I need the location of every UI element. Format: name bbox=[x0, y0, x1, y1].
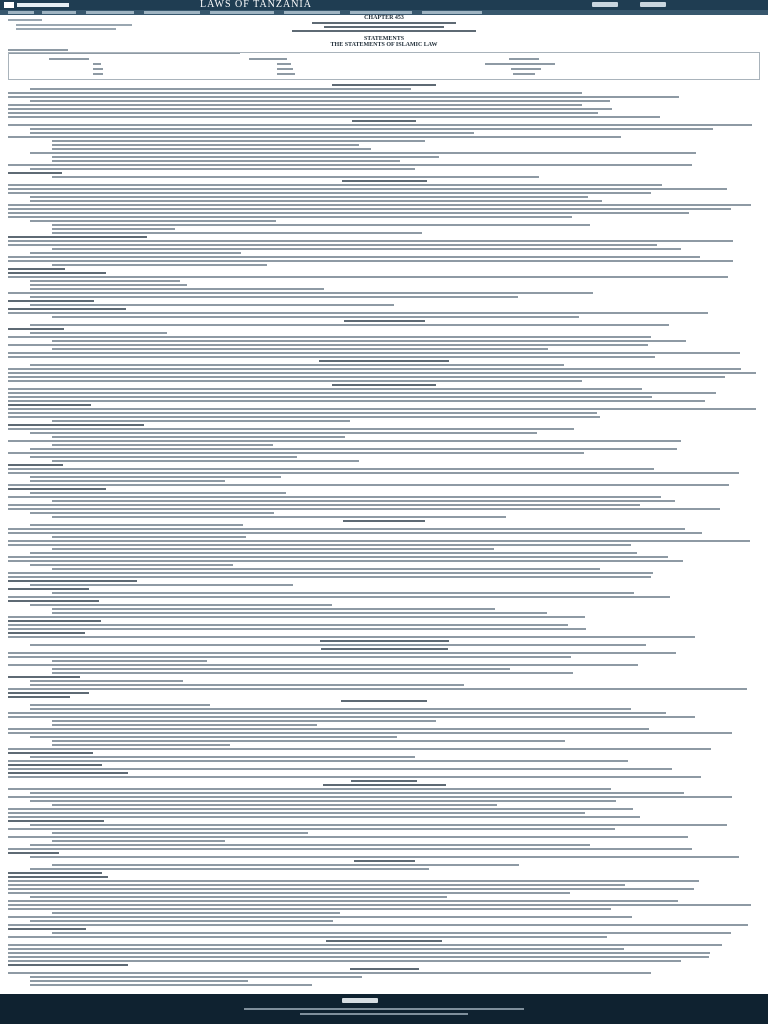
text-line bbox=[8, 124, 752, 126]
text-line bbox=[30, 252, 241, 254]
text-line bbox=[8, 408, 756, 410]
text-line bbox=[8, 404, 91, 406]
text-line bbox=[52, 740, 565, 742]
text-line bbox=[8, 652, 676, 654]
text-line bbox=[8, 904, 751, 906]
text-line bbox=[8, 884, 625, 886]
text-line bbox=[8, 656, 571, 658]
text-line bbox=[30, 680, 183, 682]
text-line bbox=[8, 816, 640, 818]
text-line bbox=[8, 748, 711, 750]
text-line bbox=[30, 100, 610, 102]
text-line bbox=[8, 908, 611, 910]
text-line bbox=[8, 496, 661, 498]
nav-item[interactable] bbox=[144, 11, 200, 14]
text-line bbox=[8, 624, 568, 626]
text-line bbox=[8, 472, 739, 474]
text-line bbox=[8, 300, 94, 302]
text-line bbox=[8, 712, 666, 714]
text-line bbox=[8, 208, 731, 210]
text-line bbox=[52, 500, 675, 502]
site-title: LAWS OF TANZANIA bbox=[200, 0, 312, 10]
text-line bbox=[30, 448, 677, 450]
text-line bbox=[30, 984, 312, 986]
text-line bbox=[8, 764, 102, 766]
text-line bbox=[8, 336, 651, 338]
site-logo[interactable] bbox=[4, 1, 74, 9]
text-line bbox=[8, 572, 653, 574]
text-line bbox=[30, 304, 394, 306]
text-line bbox=[52, 232, 422, 234]
text-line bbox=[8, 312, 708, 314]
text-line bbox=[8, 508, 720, 510]
site-footer bbox=[0, 994, 768, 1024]
text-line bbox=[326, 940, 442, 942]
text-line bbox=[8, 776, 701, 778]
text-line bbox=[8, 588, 89, 590]
text-line bbox=[30, 168, 415, 170]
text-line bbox=[30, 844, 590, 846]
text-line bbox=[52, 140, 425, 142]
text-line bbox=[323, 784, 446, 786]
text-line bbox=[8, 796, 732, 798]
text-line bbox=[8, 468, 654, 470]
text-line bbox=[8, 676, 80, 678]
text-line bbox=[8, 49, 68, 51]
text-line bbox=[8, 368, 741, 370]
text-line bbox=[30, 152, 696, 154]
text-line bbox=[8, 916, 632, 918]
text-line bbox=[8, 416, 600, 418]
text-line bbox=[8, 752, 93, 754]
text-line bbox=[52, 444, 273, 446]
text-line bbox=[343, 520, 425, 522]
text-line bbox=[8, 892, 570, 894]
text-line bbox=[30, 456, 297, 458]
text-line bbox=[52, 612, 547, 614]
text-line bbox=[52, 536, 246, 538]
text-line bbox=[8, 392, 716, 394]
text-line bbox=[8, 928, 86, 930]
text-line bbox=[8, 528, 685, 530]
text-line bbox=[30, 756, 415, 758]
text-line bbox=[8, 836, 688, 838]
text-line bbox=[8, 960, 681, 962]
text-line bbox=[52, 316, 579, 318]
footer-text bbox=[244, 1008, 524, 1010]
text-line bbox=[30, 868, 429, 870]
text-line bbox=[8, 172, 62, 174]
text-line bbox=[8, 760, 628, 762]
text-line bbox=[8, 848, 692, 850]
text-line bbox=[30, 644, 646, 646]
text-line bbox=[332, 384, 436, 386]
text-line bbox=[30, 704, 210, 706]
text-line bbox=[52, 724, 317, 726]
text-line bbox=[8, 576, 651, 578]
text-line bbox=[8, 880, 699, 882]
text-line bbox=[8, 620, 101, 622]
text-line bbox=[8, 184, 662, 186]
text-line bbox=[8, 616, 585, 618]
text-line bbox=[8, 112, 598, 114]
text-line bbox=[8, 240, 733, 242]
text-line bbox=[52, 672, 573, 674]
text-line bbox=[8, 540, 750, 542]
text-line bbox=[8, 772, 128, 774]
text-line bbox=[8, 696, 70, 698]
text-line bbox=[8, 692, 89, 694]
text-line bbox=[8, 956, 709, 958]
text-line bbox=[52, 548, 494, 550]
text-line bbox=[52, 592, 634, 594]
nav-item[interactable] bbox=[8, 11, 34, 14]
text-line bbox=[52, 864, 519, 866]
text-line bbox=[30, 896, 447, 898]
text-line bbox=[52, 608, 495, 610]
text-line bbox=[8, 600, 99, 602]
text-line bbox=[30, 708, 631, 710]
text-line bbox=[52, 840, 225, 842]
text-line bbox=[350, 968, 419, 970]
footer-text bbox=[300, 1013, 468, 1015]
arrangement-table bbox=[8, 52, 760, 80]
text-line bbox=[8, 104, 582, 106]
text-line bbox=[8, 356, 655, 358]
text-line bbox=[52, 264, 267, 266]
text-line bbox=[8, 204, 751, 206]
text-line bbox=[8, 216, 572, 218]
text-line bbox=[8, 328, 64, 330]
nav-item[interactable] bbox=[284, 11, 340, 14]
text-line bbox=[8, 212, 689, 214]
text-line bbox=[8, 788, 611, 790]
text-line bbox=[52, 744, 230, 746]
text-line bbox=[8, 136, 621, 138]
breadcrumb-line bbox=[16, 24, 132, 26]
text-line bbox=[52, 568, 600, 570]
nav-item[interactable] bbox=[422, 11, 482, 14]
text-line bbox=[8, 732, 732, 734]
text-line bbox=[8, 292, 593, 294]
text-line bbox=[30, 604, 332, 606]
text-line bbox=[30, 524, 243, 526]
text-line bbox=[30, 564, 233, 566]
text-line bbox=[341, 700, 427, 702]
text-line bbox=[354, 860, 415, 862]
text-line bbox=[8, 664, 638, 666]
text-line bbox=[8, 628, 586, 630]
text-line bbox=[342, 180, 427, 182]
footer-badge[interactable] bbox=[342, 998, 378, 1003]
text-line bbox=[8, 256, 700, 258]
text-line bbox=[30, 196, 588, 198]
text-line bbox=[52, 668, 510, 670]
text-line bbox=[30, 332, 167, 334]
text-line bbox=[8, 688, 747, 690]
header-button-2[interactable] bbox=[640, 2, 666, 7]
text-line bbox=[8, 728, 649, 730]
breadcrumb-line bbox=[16, 28, 116, 30]
text-line bbox=[312, 22, 456, 24]
text-line bbox=[8, 820, 104, 822]
text-line bbox=[30, 684, 464, 686]
logo-wordmark bbox=[17, 3, 69, 7]
text-line bbox=[8, 924, 748, 926]
text-line bbox=[351, 780, 417, 782]
text-line bbox=[324, 26, 444, 28]
text-line bbox=[8, 768, 672, 770]
text-line bbox=[8, 952, 710, 954]
text-line bbox=[344, 320, 425, 322]
text-line bbox=[8, 396, 652, 398]
text-line bbox=[30, 364, 564, 366]
text-line bbox=[30, 856, 739, 858]
text-line bbox=[30, 980, 248, 982]
text-line bbox=[8, 872, 102, 874]
text-line bbox=[8, 828, 615, 830]
text-line bbox=[8, 484, 729, 486]
text-line bbox=[52, 516, 506, 518]
text-line bbox=[8, 452, 584, 454]
text-line bbox=[8, 344, 648, 346]
text-line bbox=[30, 512, 274, 514]
text-line bbox=[8, 188, 727, 190]
text-line bbox=[30, 492, 286, 494]
text-line bbox=[321, 648, 448, 650]
text-line bbox=[30, 296, 518, 298]
text-line bbox=[8, 192, 651, 194]
text-line bbox=[52, 176, 539, 178]
text-line bbox=[8, 116, 660, 118]
text-line bbox=[8, 580, 137, 582]
text-line bbox=[8, 900, 678, 902]
text-line bbox=[30, 792, 684, 794]
text-line bbox=[52, 148, 371, 150]
text-line bbox=[332, 84, 436, 86]
nav-item[interactable] bbox=[210, 11, 274, 14]
text-line bbox=[8, 948, 624, 950]
text-line bbox=[30, 200, 602, 202]
text-line bbox=[8, 532, 702, 534]
text-line bbox=[8, 544, 631, 546]
text-line bbox=[8, 944, 722, 946]
text-line bbox=[8, 372, 756, 374]
text-line bbox=[8, 888, 694, 890]
text-line bbox=[30, 88, 411, 90]
text-line bbox=[8, 964, 128, 966]
text-line bbox=[8, 400, 705, 402]
text-line bbox=[30, 432, 537, 434]
text-line bbox=[8, 244, 657, 246]
text-line bbox=[52, 248, 681, 250]
text-line bbox=[52, 144, 359, 146]
text-line bbox=[30, 976, 362, 978]
text-line bbox=[30, 476, 281, 478]
chapter-number: CHAPTER 453 bbox=[364, 15, 404, 21]
text-line bbox=[30, 284, 187, 286]
text-line bbox=[8, 808, 633, 810]
text-line bbox=[292, 30, 476, 32]
text-line bbox=[30, 552, 637, 554]
text-line bbox=[30, 800, 616, 802]
text-line bbox=[8, 308, 126, 310]
text-line bbox=[52, 348, 548, 350]
text-line bbox=[8, 936, 607, 938]
text-line bbox=[8, 556, 668, 558]
doc-subtitle: THE STATEMENTS OF ISLAMIC LAW bbox=[330, 42, 438, 48]
text-line bbox=[52, 156, 439, 158]
text-line bbox=[8, 424, 144, 426]
text-line bbox=[8, 596, 670, 598]
text-line bbox=[8, 236, 147, 238]
text-line bbox=[8, 560, 683, 562]
text-line bbox=[30, 280, 180, 282]
site-header bbox=[0, 0, 768, 10]
text-line bbox=[8, 352, 740, 354]
text-line bbox=[8, 276, 728, 278]
text-line bbox=[52, 160, 400, 162]
text-line bbox=[30, 324, 669, 326]
text-line bbox=[30, 920, 333, 922]
text-line bbox=[319, 360, 449, 362]
text-line bbox=[8, 812, 585, 814]
text-line bbox=[30, 128, 713, 130]
text-line bbox=[8, 108, 612, 110]
text-line bbox=[30, 824, 727, 826]
text-line bbox=[52, 832, 308, 834]
text-line bbox=[52, 420, 350, 422]
text-line bbox=[8, 636, 695, 638]
text-line bbox=[8, 464, 63, 466]
text-line bbox=[30, 288, 324, 290]
text-line bbox=[30, 736, 397, 738]
text-line bbox=[8, 716, 695, 718]
header-button-1[interactable] bbox=[592, 2, 618, 7]
text-line bbox=[8, 488, 106, 490]
text-line bbox=[52, 660, 207, 662]
nav-item[interactable] bbox=[350, 11, 412, 14]
text-line bbox=[8, 852, 59, 854]
text-line bbox=[30, 220, 276, 222]
text-line bbox=[8, 412, 597, 414]
text-line bbox=[8, 428, 574, 430]
text-line bbox=[8, 388, 642, 390]
text-line bbox=[8, 272, 106, 274]
text-line bbox=[30, 480, 225, 482]
text-line bbox=[52, 228, 175, 230]
text-line bbox=[8, 440, 681, 442]
text-line bbox=[8, 92, 582, 94]
text-line bbox=[8, 376, 725, 378]
text-line bbox=[8, 632, 85, 634]
text-line bbox=[52, 804, 497, 806]
text-line bbox=[52, 720, 436, 722]
text-line bbox=[8, 504, 640, 506]
text-line bbox=[30, 132, 474, 134]
text-line bbox=[8, 164, 692, 166]
text-line bbox=[52, 460, 359, 462]
doc-title: STATEMENTS bbox=[363, 36, 405, 42]
text-line bbox=[8, 876, 108, 878]
nav-item[interactable] bbox=[42, 11, 76, 14]
text-line bbox=[8, 96, 679, 98]
text-line bbox=[52, 912, 340, 914]
text-line bbox=[8, 972, 651, 974]
text-line bbox=[52, 224, 590, 226]
text-line bbox=[352, 120, 416, 122]
text-line bbox=[52, 932, 731, 934]
nav-item[interactable] bbox=[86, 11, 134, 14]
text-line bbox=[320, 640, 449, 642]
text-line bbox=[52, 436, 345, 438]
logo-mark-icon bbox=[4, 2, 14, 8]
text-line bbox=[8, 260, 733, 262]
text-line bbox=[52, 340, 686, 342]
text-line bbox=[8, 380, 582, 382]
text-line bbox=[30, 584, 293, 586]
text-line bbox=[8, 268, 65, 270]
